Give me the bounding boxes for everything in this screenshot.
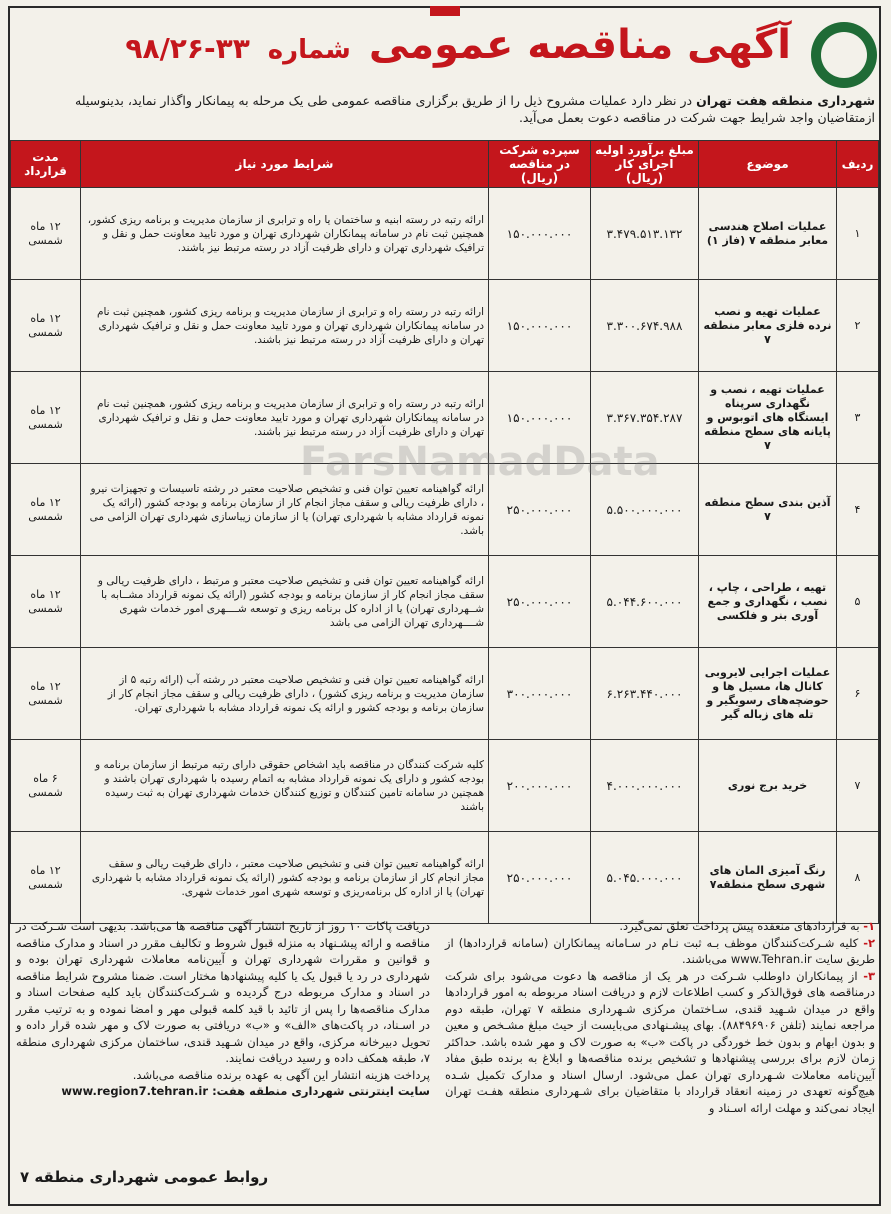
cell-requirements: ارائه رتبه در رسته راه و ترابری از سازمان مدیریت و برنامه ریزی کشور، همچنین ثبت نام در سامانه پیمانکاران شهرداری تهران و مورد تایید معاونت حمل و نقل و ترافیک شهرداری تهران و دارای ظرفیت آزاد در رسته مرتبط نیز باشند. (81, 280, 489, 372)
cell-requirements: ارائه گواهینامه تعیین توان فنی و تشخیص صلاحیت معتبر در رشته آب (ارائه رتبه ۵ از سازمان مدیریت و برنامه ریزی کشور) ، دارای ظرفیت ریالی و سقف مجاز انجام کار از سازمان برنامه و بودجه کشور و ارائه یک نمونه قرارداد مشابه با شهرداری تهران. (81, 648, 489, 740)
tehran-municipality-logo (811, 22, 877, 88)
tenders-table (10, 140, 879, 924)
cell-deposit: ۱۵۰.۰۰۰.۰۰۰ (489, 280, 591, 372)
cell-requirements: ارائه گواهینامه تعیین توان فنی و تشخیص صلاحیت معتبر ، دارای ظرفیت ریالی و سقف مجاز انجام کار از سازمان برنامه و بودجه کشور (ارائه یک نمونه قرارداد مشابه با شهرداری تهران) یا از اداره کل برنامه‌ریزی و توسعه شهری امور خدمات شهری. (81, 832, 489, 924)
note-3-text: از پیمانکاران داوطلب شـرکت در هر یک از مناقصه ها دعوت می‌شود برای شرکت درمناقصه های فوق‌الذکر و کسب اطلاعات لازم و دریافت اسناد مربوطه به امور قراردادها واقع در میدان شـهید قندی، سـاختمان مرکزی شـهرداری منطقه ۷ تهران، طبقه دوم مراجعه نمایند (تلفن ۸۸۴۹۶۹۰۶). بهای پیشـنهادی می‌بایست از حیث مبلغ مشـخص و معین و بدون ابهام و بدون خط خوردگی در پاکت «ب» به صورت لاک و مهر شده باشد. حداکثر زمان لازم برای بررسی پیشنهادها و تشخیص برنده مناقصه‌ها و ابلاغ به برنده طبق مفاد آیین‌نامه معاملات شـهرداری تهران عمل می‌شود. ارسال اسناد و مدارک تکمیل شـده هیچ‌گونه تعهدی در زمینه انعقاد قرارداد با متقاضیان برای شـهرداری منطقه هفـت تهران ایجاد نمی‌کند و مهلت ارائه اسـناد و (445, 968, 875, 1115)
cell-subject: عملیات اجرایی لایروبی کانال ها، مسیل ها و حوضچه‌های رسوبگیر و تله های زباله گیر (699, 648, 837, 740)
cell-estimate: ۳.۳۶۷.۳۵۴.۲۸۷ (591, 372, 699, 464)
note-1-number: ۱- (863, 919, 875, 933)
table-row (11, 740, 879, 832)
cell-requirements: ارائه رتبه در رسته راه و ترابری از سازمان مدیریت و برنامه ریزی کشور، همچنین ثبت نام در سامانه پیمانکاران شهرداری تهران و مورد تایید معاونت حمل و نقل و ترافیک شهرداری تهران و دارای ظرفیت آزاد در رسته مرتبط نیز باشند. (81, 372, 489, 464)
cell-estimate: ۵.۰۴۴.۶۰۰.۰۰۰ (591, 556, 699, 648)
cell-estimate: ۶.۲۶۳.۴۴۰.۰۰۰ (591, 648, 699, 740)
cell-row-number: ۲ (837, 280, 879, 372)
cell-duration: ۱۲ ماه شمسی (11, 556, 81, 648)
notes-right-column (445, 918, 875, 1116)
intro-text: در نظر دارد عملیات مشروح ذیل را از طریق برگزاری مناقصه عمومی طی یک مرحله به پیمانکار واگذار نماید، بدینوسیله ازمتقاضیان واجد شرایط جهت شرکت در مناقصه دعوت بعمل می‌آید. (75, 93, 875, 125)
table-header-row (11, 141, 879, 188)
cell-subject: تهیه ، طراحی ، چاپ ، نصب ، نگهداری و جمع آوری بنر و فلکسی (699, 556, 837, 648)
cell-estimate: ۵.۰۴۵.۰۰۰.۰۰۰ (591, 832, 699, 924)
tender-number: ۹۸/۲۶-۳۳ (125, 32, 250, 65)
table-row (11, 556, 879, 648)
table-row (11, 280, 879, 372)
note-1 (445, 918, 875, 935)
cell-deposit: ۲۵۰.۰۰۰.۰۰۰ (489, 464, 591, 556)
website-label: سایت اینترنتی شهرداری منطقه هفت: (212, 1084, 430, 1098)
header-requirements: شرایط مورد نیاز (81, 141, 489, 188)
note-2 (445, 935, 875, 968)
intro-org: شهرداری منطقه هفت تهران (696, 93, 875, 108)
cell-row-number: ۴ (837, 464, 879, 556)
cell-duration: ۱۲ ماه شمسی (11, 648, 81, 740)
cell-subject: خرید برج نوری (699, 740, 837, 832)
number-label: شماره (267, 35, 351, 65)
footer-signature: روابط عمومی شهرداری منطقه ۷ (20, 1168, 269, 1186)
header-subject: موضوع (699, 141, 837, 188)
header-deposit: سپرده شرکت در مناقصه (ریال) (489, 141, 591, 188)
watermark: FarsNamadData (300, 439, 660, 485)
table-row (11, 832, 879, 924)
cell-duration: ۱۲ ماه شمسی (11, 464, 81, 556)
cell-row-number: ۳ (837, 372, 879, 464)
cell-deposit: ۲۰۰.۰۰۰.۰۰۰ (489, 740, 591, 832)
note-2-text: کلیه شـرکت‌کنندگان موظف بـه ثبت نـام در سـامانه پیمانکاران (سامانه قراردادها) از طریق سایت www.Tehran.ir می‌باشند. (445, 935, 875, 966)
header-duration: مدت قرارداد (11, 141, 81, 188)
cell-requirements: کلیه شرکت کنندگان در مناقصه باید اشخاص حقوقی دارای رتبه مرتبط از سازمان برنامه و بودجه کشور و دارای یک نمونه قرارداد مشابه به اتمام رسیده با شهرداری تهران باشند و همچنین در سامانه تامین کنندگان و توزیع کنندگان خدمات شهرداری تهران به ثبت رسیده باشند (81, 740, 489, 832)
logo-emblem (821, 32, 867, 78)
website-link[interactable]: www.region7.tehran.ir (61, 1084, 209, 1098)
cell-duration: ۱۲ ماه شمسی (11, 280, 81, 372)
cell-duration: ۱۲ ماه شمسی (11, 188, 81, 280)
cell-subject: آذین بندی سطح منطقه ۷ (699, 464, 837, 556)
notes-left-column (16, 918, 430, 1100)
cell-row-number: ۱ (837, 188, 879, 280)
note-2-number: ۲- (863, 935, 875, 950)
title-text: آگهی مناقصه عمومی (368, 22, 791, 68)
cell-deposit: ۲۵۰.۰۰۰.۰۰۰ (489, 832, 591, 924)
cell-subject: رنگ آمیزی المان های شهری سطح منطقه۷ (699, 832, 837, 924)
cell-subject: عملیات تهیه ، نصب و نگهداری سرپناه ایستگاه های اتوبوس و پایانه های سطح منطقه ۷ (699, 372, 837, 464)
cell-requirements: ارائه گواهینامه تعیین توان فنی و تشخیص صلاحیت معتبر و مرتبط ، دارای ظرفیت ریالی و سقف مجاز انجام کار از سازمان برنامه و بودجه کشور (ارائه یک نمونه قرارداد مشــابه با شــهرداری تهران) یا از اداره کل برنامه ریزی و توسعه شــــهری امور خدمات شهری شــــهرداری تهران الزامی می باشد (81, 556, 489, 648)
note-continuation: دریافت پاکات ۱۰ روز از تاریخ انتشار آگهی مناقصه ها می‌باشد. بدیهی است شـرکت در مناقصه و ارائه پیشـنهاد به منزله قبول شروط و تکالیف مقرر در اسناد و مدارک مناقصه و قوانین و مقررات شهرداری تهران و آیین‌نامه معاملات شهرداری تهران بوده و شهرداری در رد یا قبول یک یا کلیه پیشنهادها مختار است. ضمنا مشروح شرایط مناقصه در اسناد و مدارک مربوطه درج گردیده و شـرکت‌کنندگان باید کلیه صفحات اسناد و مدارک مناقصه‌ها را پس از تائید با قید کلمه قبولی مهر و امضا نموده و به ترتیب مقرر در اسـناد، در پاکت‌های «الف» و «ب» دریافتی به صورت لاک و مهر شده قرار داده و تحویل دبیرخانه مرکزی، واقع در میدان شـهید قندی، ساختمان مرکزی شهرداری منطقه ۷، طبقه همکف داده و رسید دریافت نمایند. (16, 919, 430, 1065)
table-row (11, 464, 879, 556)
table-row (11, 372, 879, 464)
website-line (16, 1083, 430, 1100)
cell-estimate: ۵.۵۰۰.۰۰۰.۰۰۰ (591, 464, 699, 556)
cell-deposit: ۳۰۰.۰۰۰.۰۰۰ (489, 648, 591, 740)
cell-estimate: ۴.۰۰۰.۰۰۰.۰۰۰ (591, 740, 699, 832)
note-3-number: ۳- (863, 968, 875, 983)
cell-subject: عملیات اصلاح هندسی معابر منطقه ۷ (فاز ۱) (699, 188, 837, 280)
header-estimate: مبلغ برآورد اولیه اجرای کار (ریال) (591, 141, 699, 188)
cell-requirements: ارائه گواهینامه تعیین توان فنی و تشخیص صلاحیت معتبر در رشته تاسیسات و تجهیزات نیرو ، دارای ظرفیت ریالی و سقف مجاز انجام کار از سازمان برنامه و بودجه کشور (ارائه یک نمونه قرارداد مشابه با شهرداری تهران) یا از سازمان زیباسازی شهرداری تهران الزامی می باشد. (81, 464, 489, 556)
note-1-text: به قراردادهای منعقده پیش پرداخت تعلق نمی‌گیرد. (619, 919, 864, 933)
cell-deposit: ۱۵۰.۰۰۰.۰۰۰ (489, 188, 591, 280)
note-cost: پرداخت هزینه انتشار این آگهی به عهده برنده مناقصه می‌باشد. (132, 1067, 430, 1082)
top-marker (430, 6, 460, 16)
cell-duration: ۱۲ ماه شمسی (11, 372, 81, 464)
note-3 (445, 968, 875, 1117)
cell-deposit: ۲۵۰.۰۰۰.۰۰۰ (489, 556, 591, 648)
cell-row-number: ۶ (837, 648, 879, 740)
ad-title (125, 22, 791, 82)
header-row-number: ردیف (837, 141, 879, 188)
table-row (11, 648, 879, 740)
cell-row-number: ۸ (837, 832, 879, 924)
cell-estimate: ۳.۳۰۰.۶۷۴.۹۸۸ (591, 280, 699, 372)
cell-duration: ۱۲ ماه شمسی (11, 832, 81, 924)
table-row (11, 188, 879, 280)
cell-estimate: ۳.۴۷۹.۵۱۳.۱۳۲ (591, 188, 699, 280)
cell-row-number: ۷ (837, 740, 879, 832)
cell-deposit: ۱۵۰.۰۰۰.۰۰۰ (489, 372, 591, 464)
intro-paragraph (15, 92, 875, 126)
cell-duration: ۶ ماه شمسی (11, 740, 81, 832)
cell-requirements: ارائه رتبه در رسته ابنیه و ساختمان یا راه و ترابری از سازمان مدیریت و برنامه ریزی کشور، همچنین ثبت نام در سامانه پیمانکاران شهرداری تهران و مورد تایید معاونت حمل و نقل و ترافیک شهرداری تهران و دارای ظرفیت آزاد در رسته مرتبط نیز باشند. (81, 188, 489, 280)
cell-row-number: ۵ (837, 556, 879, 648)
cell-subject: عملیات تهیه و نصب نرده فلزی معابر منطقه ۷ (699, 280, 837, 372)
